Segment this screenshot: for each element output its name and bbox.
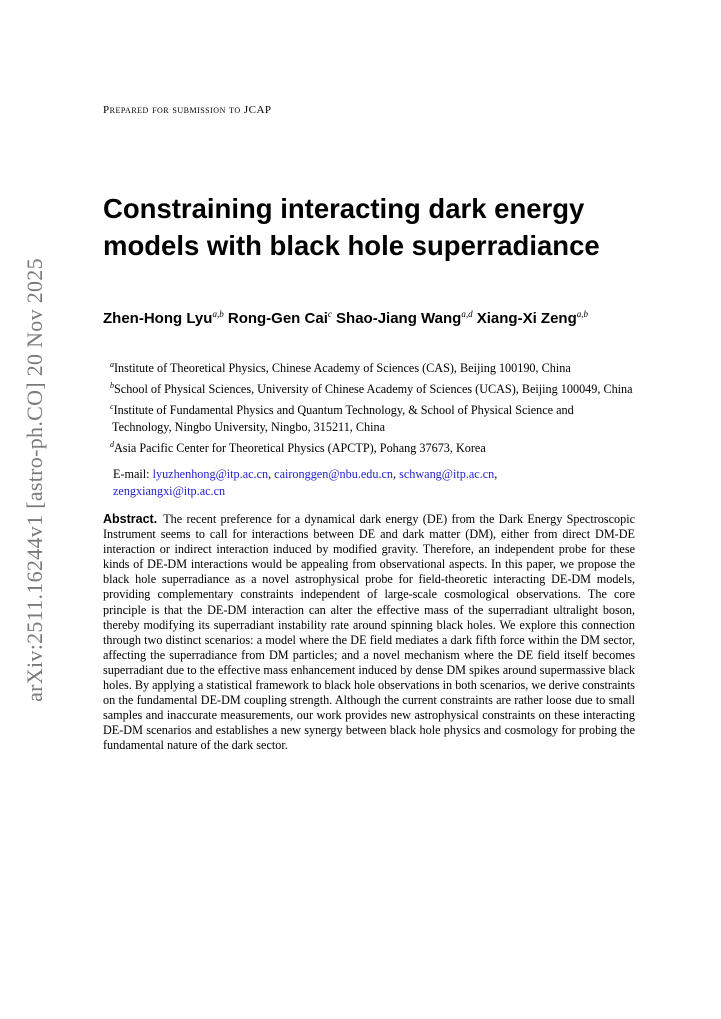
author-affiliation-mark: a,b (576, 309, 588, 319)
affiliation-item (103, 356, 636, 377)
author-name: Xiang-Xi Zeng (476, 310, 577, 327)
abstract (103, 512, 635, 754)
author-affiliation-mark: a,b (212, 309, 224, 319)
email-link[interactable]: lyuzhenhong@itp.ac.cn (152, 467, 269, 481)
abstract-text: The recent preference for a dynamical dark energy (DE) from the Dark Energy Spectroscopic Instrument seems to call for interactions between DE and dark matter (DM), either from direct DM-DE interaction or indirect interaction induced by modified gravity. Therefore, an independent probe for these kinds of DE-DM interactions would be appealing from observational aspects. In this paper, we propose the black hole superradiance as a novel astrophysical probe for field-theoretic interacting DE-DM models, providing complementary constraints independent of large-scale cosmological observations. The core principle is that the DE-DM interaction can alter the effective mass of the superradiant ultralight boson, thereby modifying its superradiant instability rate around spinning black holes. We explore this connection through two distinct scenarios: a model where the DE field mediates a dark fifth force within the DM sector, affecting the superradiance from DM particles; and a novel mechanism where the DE field itself becomes superradiant due to the effective mass enhancement induced by dense DM spikes around supermassive black holes. By applying a statistical framework to black hole observations in both scenarios, we derive constraints on the fundamental DE-DM coupling strength. Although the current constraints are rather loose due to small samples and inaccurate measurements, our work provides new astrophysical constraints on these interacting DE-DM scenarios and establishes a new synergy between black hole physics and cosmology for probing the fundamental nature of the dark sector. (103, 512, 635, 753)
author-affiliation-mark: a,d (461, 309, 473, 319)
title-line-2: models with black hole superradiance (103, 230, 600, 261)
author-list (103, 304, 643, 329)
affiliation-text: Institute of Fundamental Physics and Quantum Technology, & School of Physical Science and Technology, Ningbo University, Ningbo, 315211, China (112, 403, 574, 435)
affiliations (103, 356, 636, 457)
affiliation-item (103, 398, 636, 436)
email-link[interactable]: caironggen@nbu.edu.cn (274, 467, 394, 481)
affiliation-mark: b (110, 381, 114, 391)
arxiv-sidebar-stamp (18, 250, 52, 710)
affiliation-text: Asia Pacific Center for Theoretical Physics (APCTP), Pohang 37673, Korea (114, 441, 486, 456)
affiliation-item (103, 377, 636, 398)
email-link[interactable]: schwang@itp.ac.cn (399, 467, 495, 481)
affiliation-mark: c (110, 402, 114, 412)
paper-title (103, 190, 663, 264)
abstract-heading: Abstract. (103, 512, 158, 526)
affiliation-text: School of Physical Sciences, University of Chinese Academy of Sciences (UCAS), Beijing 100049, China (114, 382, 633, 397)
affiliation-mark: d (110, 440, 114, 450)
author-name: Zhen-Hong Lyu (103, 310, 213, 327)
author-name: Shao-Jiang Wang (336, 310, 462, 327)
email-block: E-mail: lyuzhenhong@itp.ac.cn, caironggen@nbu.edu.cn, schwang@itp.ac.cn, zengxiangxi@itp.ac.cn (113, 467, 498, 498)
affiliation-mark: a (110, 360, 114, 369)
author-affiliation-mark: c (327, 309, 332, 319)
affiliation-item (103, 436, 636, 457)
email-label: E-mail: (113, 467, 150, 481)
email-link[interactable]: zengxiangxi@itp.ac.cn (113, 484, 226, 498)
arxiv-identifier: arXiv:2511.16244v1 [astro-ph.CO] 20 Nov 2025 (22, 258, 47, 702)
author-name: Rong-Gen Cai (227, 310, 328, 327)
submission-note: Prepared for submission to JCAP (103, 104, 272, 116)
title-line-1: Constraining interacting dark energy (103, 193, 585, 224)
affiliation-text: Institute of Theoretical Physics, Chinese Academy of Sciences (CAS), Beijing 100190, China (114, 361, 571, 376)
